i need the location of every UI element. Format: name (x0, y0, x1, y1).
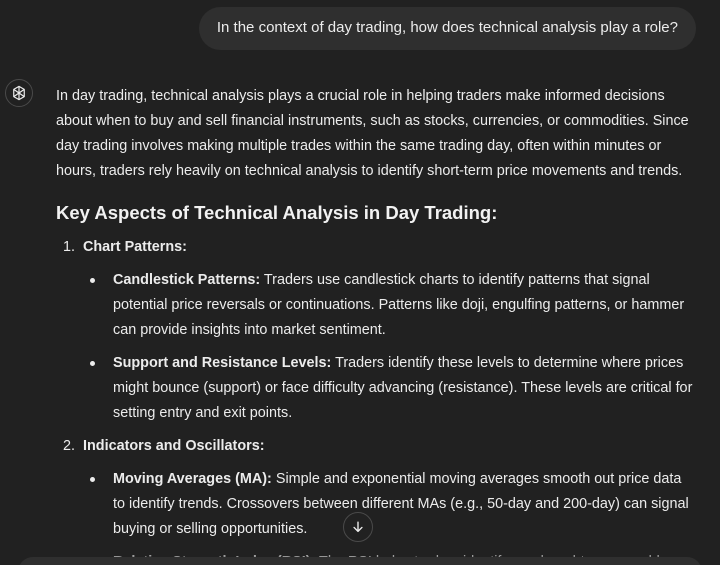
section-title: Indicators and Oscillators: (83, 438, 265, 454)
list-item-chart-patterns (63, 235, 696, 426)
term-label: Support and Resistance Levels: (113, 355, 332, 371)
message-composer[interactable] (18, 557, 702, 565)
section-heading: Key Aspects of Technical Analysis in Day Trading: (56, 202, 498, 223)
list-item-indicators (63, 434, 696, 565)
term-description: Traders use candlestick charts to identify patterns that signal potential price reversals or continuations. Patterns like doji, engulfing patterns, or hammer can provide insights into market sentiment. (113, 272, 685, 338)
list-item (113, 268, 696, 343)
term-label: Moving Averages (MA): (113, 471, 272, 487)
openai-logo-icon (5, 79, 33, 107)
list-item (113, 467, 696, 542)
arrow-down-icon (351, 520, 365, 534)
sub-list (83, 268, 696, 426)
list-number: 1. (63, 239, 76, 255)
scroll-down-button[interactable] (343, 512, 373, 542)
assistant-message (56, 84, 696, 565)
user-message: In the context of day trading, how does technical analysis play a role? (199, 7, 696, 50)
term-label: Candlestick Patterns: (113, 272, 261, 288)
section-title: Chart Patterns: (83, 239, 187, 255)
term-description: Simple and exponential moving averages smooth out price data to identify trends. Crossovers between different MAs (e.g., 50-day and 200-day) can signal buying or selling opportunities. (113, 471, 689, 537)
intro-paragraph: In day trading, technical analysis plays a crucial role in helping traders make informed decisions about when to buy and sell financial instruments, such as stocks, currencies, or commodities. Since day trading involves making multiple trades within the same trading day, often within minutes or hours, traders rely heavily on technical analysis to identify short-term price movements and trends. (56, 88, 689, 179)
list-item (113, 351, 696, 426)
list-number: 2. (63, 438, 76, 454)
aspects-list (56, 235, 696, 565)
term-description: Traders identify these levels to determine where prices might bounce (support) or face difficulty advancing (resistance). These levels are critical for setting entry and exit points. (113, 355, 693, 421)
